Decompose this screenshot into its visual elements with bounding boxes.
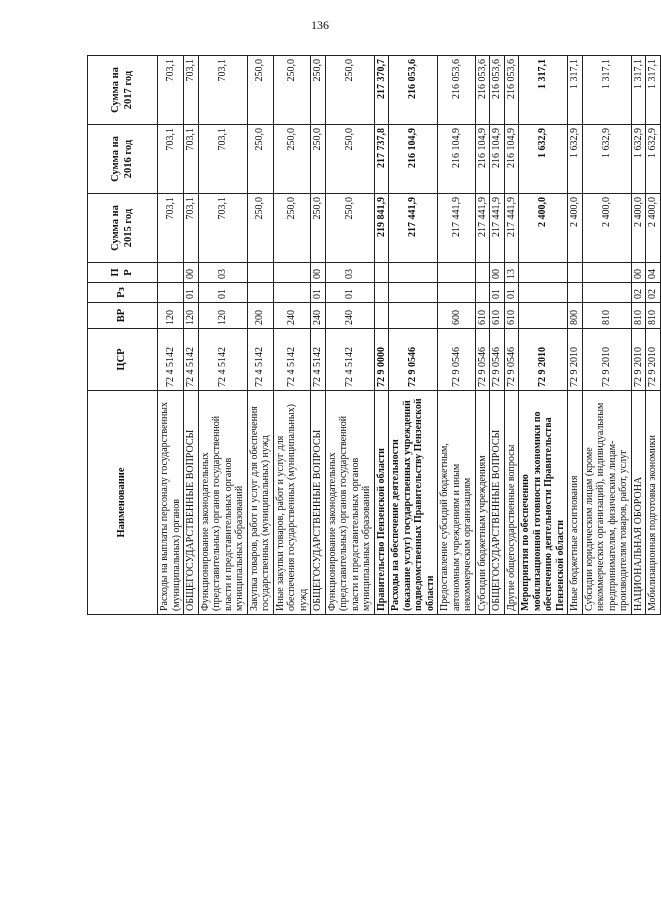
row-sum-2016-cell: 250,0 xyxy=(247,125,273,194)
row-csr-cell: 72 4 5142 xyxy=(273,329,311,391)
page-number: 136 xyxy=(311,18,329,32)
row-sum-2017-cell: 217 370,7 xyxy=(374,56,389,125)
row-csr-cell: 72 4 5142 xyxy=(247,329,273,391)
row-csr-cell: 72 9 2010 xyxy=(646,329,661,391)
row-pr-cell xyxy=(374,263,389,283)
row-sum-2016-cell: 217 737,8 xyxy=(374,125,389,194)
row-name-cell: Мероприятия по обеспечению мобилизационной готовности экономики по обеспечению деятельности Правительства Пензенской области xyxy=(519,391,568,615)
row-sum-2016-cell: 250,0 xyxy=(273,125,311,194)
header-sum-2016: Сумма на 2016 год xyxy=(88,125,158,194)
row-rz-cell xyxy=(273,283,311,303)
row-sum-2017-cell: 1 317,1 xyxy=(582,56,631,125)
table-row xyxy=(568,56,583,615)
row-pr-cell xyxy=(247,263,273,283)
row-vr-cell: 240 xyxy=(325,303,374,329)
row-csr-cell: 72 4 5142 xyxy=(311,329,326,391)
row-vr-cell: 800 xyxy=(568,303,583,329)
row-sum-2015-cell: 217 441,9 xyxy=(475,194,490,263)
row-vr-cell: 810 xyxy=(631,303,646,329)
row-vr-cell xyxy=(374,303,389,329)
row-pr-cell: 00 xyxy=(490,263,505,283)
row-name-cell: Иные закупки товаров, работ и услуг для обеспечения государственных (муниципальных) нужд xyxy=(273,391,311,615)
row-pr-cell xyxy=(568,263,583,283)
row-pr-cell xyxy=(389,263,438,283)
row-sum-2017-cell: 250,0 xyxy=(311,56,326,125)
row-sum-2017-cell: 1 317,1 xyxy=(519,56,568,125)
row-sum-2016-cell: 1 632,9 xyxy=(568,125,583,194)
header-pr: ПР xyxy=(88,263,158,283)
row-rz-cell: 02 xyxy=(646,283,661,303)
row-vr-cell: 610 xyxy=(490,303,505,329)
row-csr-cell: 72 9 2010 xyxy=(582,329,631,391)
row-name-cell: Иные бюджетные ассигнования xyxy=(568,391,583,615)
row-sum-2015-cell: 250,0 xyxy=(311,194,326,263)
row-rz-cell: 01 xyxy=(198,283,247,303)
row-name-cell: Функционирование законодательных (представительных) органов государственной власти и представительных органов муниципальных образований xyxy=(325,391,374,615)
row-rz-cell: 01 xyxy=(490,283,505,303)
header-name: Наименование xyxy=(88,391,158,615)
table-row xyxy=(438,56,476,615)
row-rz-cell: 01 xyxy=(325,283,374,303)
row-rz-cell: 01 xyxy=(184,283,199,303)
row-rz-cell: 01 xyxy=(311,283,326,303)
row-rz-cell xyxy=(374,283,389,303)
row-name-cell: ОБЩЕГОСУДАРСТВЕННЫЕ ВОПРОСЫ xyxy=(184,391,199,615)
row-name-cell: Функционирование законодательных (представительных) органов государственной власти и представительных органов муниципальных образований xyxy=(198,391,247,615)
row-csr-cell: 72 9 2010 xyxy=(568,329,583,391)
row-sum-2017-cell: 216 053,6 xyxy=(475,56,490,125)
row-pr-cell: 03 xyxy=(198,263,247,283)
row-csr-cell: 72 4 5142 xyxy=(325,329,374,391)
row-sum-2016-cell: 216 104,9 xyxy=(389,125,438,194)
row-vr-cell: 120 xyxy=(198,303,247,329)
header-sum-2017: Сумма на 2017 год xyxy=(88,56,158,125)
row-name-cell: Предоставление субсидий бюджетным, автономным учреждениям и иным некоммерческим организациям xyxy=(438,391,476,615)
row-sum-2015-cell: 703,1 xyxy=(158,194,184,263)
row-pr-cell: 00 xyxy=(631,263,646,283)
table-row xyxy=(389,56,438,615)
table-row xyxy=(475,56,490,615)
row-pr-cell xyxy=(582,263,631,283)
row-sum-2016-cell: 1 632,9 xyxy=(582,125,631,194)
table-row xyxy=(504,56,519,615)
row-vr-cell: 240 xyxy=(273,303,311,329)
row-sum-2015-cell: 250,0 xyxy=(247,194,273,263)
row-pr-cell: 00 xyxy=(311,263,326,283)
row-sum-2015-cell: 703,1 xyxy=(198,194,247,263)
table-row xyxy=(325,56,374,615)
table-row xyxy=(273,56,311,615)
table-row xyxy=(247,56,273,615)
row-csr-cell: 72 9 2010 xyxy=(519,329,568,391)
row-sum-2017-cell: 703,1 xyxy=(158,56,184,125)
row-rz-cell xyxy=(158,283,184,303)
row-sum-2016-cell: 703,1 xyxy=(158,125,184,194)
table-row xyxy=(646,56,661,615)
row-sum-2015-cell: 2 400,0 xyxy=(519,194,568,263)
row-sum-2017-cell: 216 053,6 xyxy=(438,56,476,125)
header-rz: Рз xyxy=(88,283,158,303)
row-sum-2017-cell: 703,1 xyxy=(198,56,247,125)
row-pr-cell: 13 xyxy=(504,263,519,283)
row-sum-2017-cell: 1 317,1 xyxy=(568,56,583,125)
row-vr-cell: 200 xyxy=(247,303,273,329)
row-vr-cell: 120 xyxy=(158,303,184,329)
header-vr: ВР xyxy=(88,303,158,329)
row-vr-cell: 610 xyxy=(504,303,519,329)
row-sum-2016-cell: 1 632,9 xyxy=(646,125,661,194)
table-row xyxy=(311,56,326,615)
row-name-cell: ОБЩЕГОСУДАРСТВЕННЫЕ ВОПРОСЫ xyxy=(311,391,326,615)
row-sum-2016-cell: 1 632,9 xyxy=(519,125,568,194)
row-sum-2015-cell: 250,0 xyxy=(325,194,374,263)
row-sum-2016-cell: 703,1 xyxy=(184,125,199,194)
table-row xyxy=(184,56,199,615)
row-csr-cell: 72 9 0000 xyxy=(374,329,389,391)
row-sum-2017-cell: 250,0 xyxy=(325,56,374,125)
row-name-cell: Расходы на выплаты персоналу государственных (муниципальных) органов xyxy=(158,391,184,615)
row-pr-cell: 03 xyxy=(325,263,374,283)
row-sum-2015-cell: 217 441,9 xyxy=(490,194,505,263)
row-sum-2015-cell: 2 400,0 xyxy=(631,194,646,263)
row-sum-2016-cell: 1 632,9 xyxy=(631,125,646,194)
row-vr-cell: 810 xyxy=(646,303,661,329)
row-pr-cell: 00 xyxy=(184,263,199,283)
row-pr-cell xyxy=(273,263,311,283)
row-name-cell: НАЦИОНАЛЬНАЯ ОБОРОНА xyxy=(631,391,646,615)
table-row xyxy=(519,56,568,615)
row-rz-cell xyxy=(475,283,490,303)
row-sum-2015-cell: 219 841,9 xyxy=(374,194,389,263)
row-name-cell: Другие общегосударственные вопросы xyxy=(504,391,519,615)
row-vr-cell: 810 xyxy=(582,303,631,329)
row-csr-cell: 72 4 5142 xyxy=(184,329,199,391)
row-rz-cell: 01 xyxy=(504,283,519,303)
row-sum-2015-cell: 250,0 xyxy=(273,194,311,263)
row-name-cell: Расходы на обеспечение деятельности (оказание услуг) государственных учреждений подведомственных Правительству Пензенской области xyxy=(389,391,438,615)
row-sum-2016-cell: 216 104,9 xyxy=(504,125,519,194)
row-vr-cell: 610 xyxy=(475,303,490,329)
row-sum-2015-cell: 2 400,0 xyxy=(646,194,661,263)
row-sum-2016-cell: 703,1 xyxy=(198,125,247,194)
row-vr-cell xyxy=(389,303,438,329)
row-vr-cell xyxy=(519,303,568,329)
row-pr-cell xyxy=(158,263,184,283)
table-body xyxy=(158,56,661,615)
row-csr-cell: 72 9 0546 xyxy=(490,329,505,391)
row-rz-cell xyxy=(568,283,583,303)
row-sum-2017-cell: 703,1 xyxy=(184,56,199,125)
row-name-cell: Субсидии юридическим лицам (кроме некоммерческих организаций), индивидуальным предпринимателям, физическим лицам-производителям товаров, работ, услуг xyxy=(582,391,631,615)
row-csr-cell: 72 9 0546 xyxy=(475,329,490,391)
table-header-row xyxy=(88,56,158,615)
row-csr-cell: 72 4 5142 xyxy=(158,329,184,391)
row-rz-cell xyxy=(389,283,438,303)
header-csr: ЦСР xyxy=(88,329,158,391)
row-pr-cell: 04 xyxy=(646,263,661,283)
row-rz-cell xyxy=(247,283,273,303)
table-row xyxy=(198,56,247,615)
table-row xyxy=(374,56,389,615)
row-sum-2016-cell: 216 104,9 xyxy=(475,125,490,194)
row-sum-2017-cell: 250,0 xyxy=(247,56,273,125)
budget-table xyxy=(87,55,661,615)
row-pr-cell xyxy=(475,263,490,283)
row-sum-2017-cell: 250,0 xyxy=(273,56,311,125)
row-csr-cell: 72 4 5142 xyxy=(198,329,247,391)
row-sum-2017-cell: 1 317,1 xyxy=(631,56,646,125)
table-row xyxy=(490,56,505,615)
row-csr-cell: 72 9 0546 xyxy=(389,329,438,391)
row-csr-cell: 72 9 0546 xyxy=(504,329,519,391)
rotated-table-container xyxy=(87,55,658,615)
row-rz-cell xyxy=(519,283,568,303)
table-row xyxy=(631,56,646,615)
row-sum-2017-cell: 216 053,6 xyxy=(490,56,505,125)
row-pr-cell xyxy=(519,263,568,283)
row-sum-2015-cell: 2 400,0 xyxy=(582,194,631,263)
row-sum-2015-cell: 217 441,9 xyxy=(504,194,519,263)
row-sum-2016-cell: 216 104,9 xyxy=(438,125,476,194)
row-csr-cell: 72 9 0546 xyxy=(438,329,476,391)
row-name-cell: Мобилизационная подготовка экономики xyxy=(646,391,661,615)
row-sum-2015-cell: 703,1 xyxy=(184,194,199,263)
row-sum-2015-cell: 2 400,0 xyxy=(568,194,583,263)
row-name-cell: Субсидии бюджетным учреждениям xyxy=(475,391,490,615)
row-name-cell: Закупка товаров, работ и услуг для обеспечения государственных (муниципальных) нужд xyxy=(247,391,273,615)
row-pr-cell xyxy=(438,263,476,283)
row-csr-cell: 72 9 2010 xyxy=(631,329,646,391)
row-rz-cell xyxy=(582,283,631,303)
row-name-cell: ОБЩЕГОСУДАРСТВЕННЫЕ ВОПРОСЫ xyxy=(490,391,505,615)
header-sum-2015: Сумма на 2015 год xyxy=(88,194,158,263)
row-name-cell: Правительство Пензенской области xyxy=(374,391,389,615)
row-sum-2017-cell: 216 053,6 xyxy=(389,56,438,125)
row-sum-2015-cell: 217 441,9 xyxy=(389,194,438,263)
row-rz-cell: 02 xyxy=(631,283,646,303)
table-row xyxy=(582,56,631,615)
row-sum-2017-cell: 216 053,6 xyxy=(504,56,519,125)
row-vr-cell: 120 xyxy=(184,303,199,329)
row-vr-cell: 600 xyxy=(438,303,476,329)
row-rz-cell xyxy=(438,283,476,303)
row-sum-2016-cell: 250,0 xyxy=(311,125,326,194)
row-sum-2017-cell: 1 317,1 xyxy=(646,56,661,125)
row-vr-cell: 240 xyxy=(311,303,326,329)
row-sum-2015-cell: 217 441,9 xyxy=(438,194,476,263)
row-sum-2016-cell: 250,0 xyxy=(325,125,374,194)
row-sum-2016-cell: 216 104,9 xyxy=(490,125,505,194)
table-row xyxy=(158,56,184,615)
